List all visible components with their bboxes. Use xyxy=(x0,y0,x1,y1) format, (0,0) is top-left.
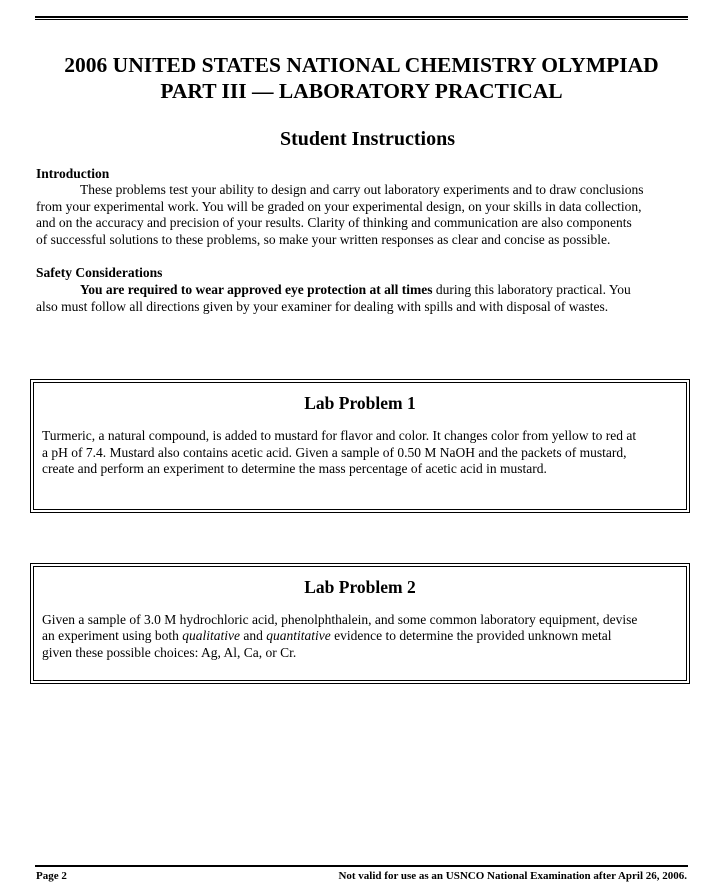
document-subtitle-part: PART III — LABORATORY PRACTICAL xyxy=(160,79,563,103)
lab-problem-2-box xyxy=(33,566,687,681)
problem-line: given these possible choices: Ag, Al, Ca, or Cr. xyxy=(42,645,297,660)
introduction-line: and on the accuracy and precision of your results. Clarity of thinking and communication are also components xyxy=(36,215,632,230)
safety-warning: You are required to wear approved eye protection at all times xyxy=(80,282,433,297)
introduction-line: of successful solutions to these problems, so make your written responses as clear and concise as possible. xyxy=(36,232,611,247)
introduction-line: These problems test your ability to design and carry out laboratory experiments and to draw conclusions xyxy=(80,182,644,197)
introduction-heading: Introduction xyxy=(36,166,110,181)
safety-text: during this laboratory practical. You xyxy=(432,282,631,297)
text: evidence to determine the provided unknown metal xyxy=(330,628,612,643)
lab-problem-1-box xyxy=(33,382,687,510)
safety-heading: Safety Considerations xyxy=(36,265,163,280)
problem-line: create and perform an experiment to determine the mass percentage of acetic acid in mustard. xyxy=(42,461,547,476)
section-title: Student Instructions xyxy=(279,128,456,150)
problem-line: Given a sample of 3.0 M hydrochloric acid, phenolphthalein, and some common laboratory equipment, devise xyxy=(42,612,638,627)
text: an experiment using both xyxy=(42,628,183,643)
footer-rule xyxy=(35,865,688,867)
top-double-rule xyxy=(35,16,688,20)
problem-line xyxy=(42,627,612,644)
lab-problem-1-title: Lab Problem 1 xyxy=(304,393,416,413)
footer-notice: Not valid for use as an USNCO National Examination after April 26, 2006. xyxy=(338,870,687,882)
page-number: Page 2 xyxy=(36,870,67,882)
introduction-line: from your experimental work. You will be graded on your experimental design, on your skills in data collection, xyxy=(36,199,642,214)
emphasis: quantitative xyxy=(266,628,331,643)
safety-line: also must follow all directions given by your examiner for dealing with spills and with disposal of wastes. xyxy=(36,299,609,314)
safety-line xyxy=(80,281,631,298)
text: and xyxy=(239,628,267,643)
lab-problem-2-title: Lab Problem 2 xyxy=(304,577,416,597)
document-title: 2006 UNITED STATES NATIONAL CHEMISTRY OLYMPIAD xyxy=(64,53,659,77)
problem-line: Turmeric, a natural compound, is added to mustard for flavor and color. It changes color from yellow to red at xyxy=(42,428,637,443)
problem-line: a pH of 7.4. Mustard also contains acetic acid. Given a sample of 0.50 M NaOH and the packets of mustard, xyxy=(42,445,627,460)
emphasis: qualitative xyxy=(182,628,240,643)
